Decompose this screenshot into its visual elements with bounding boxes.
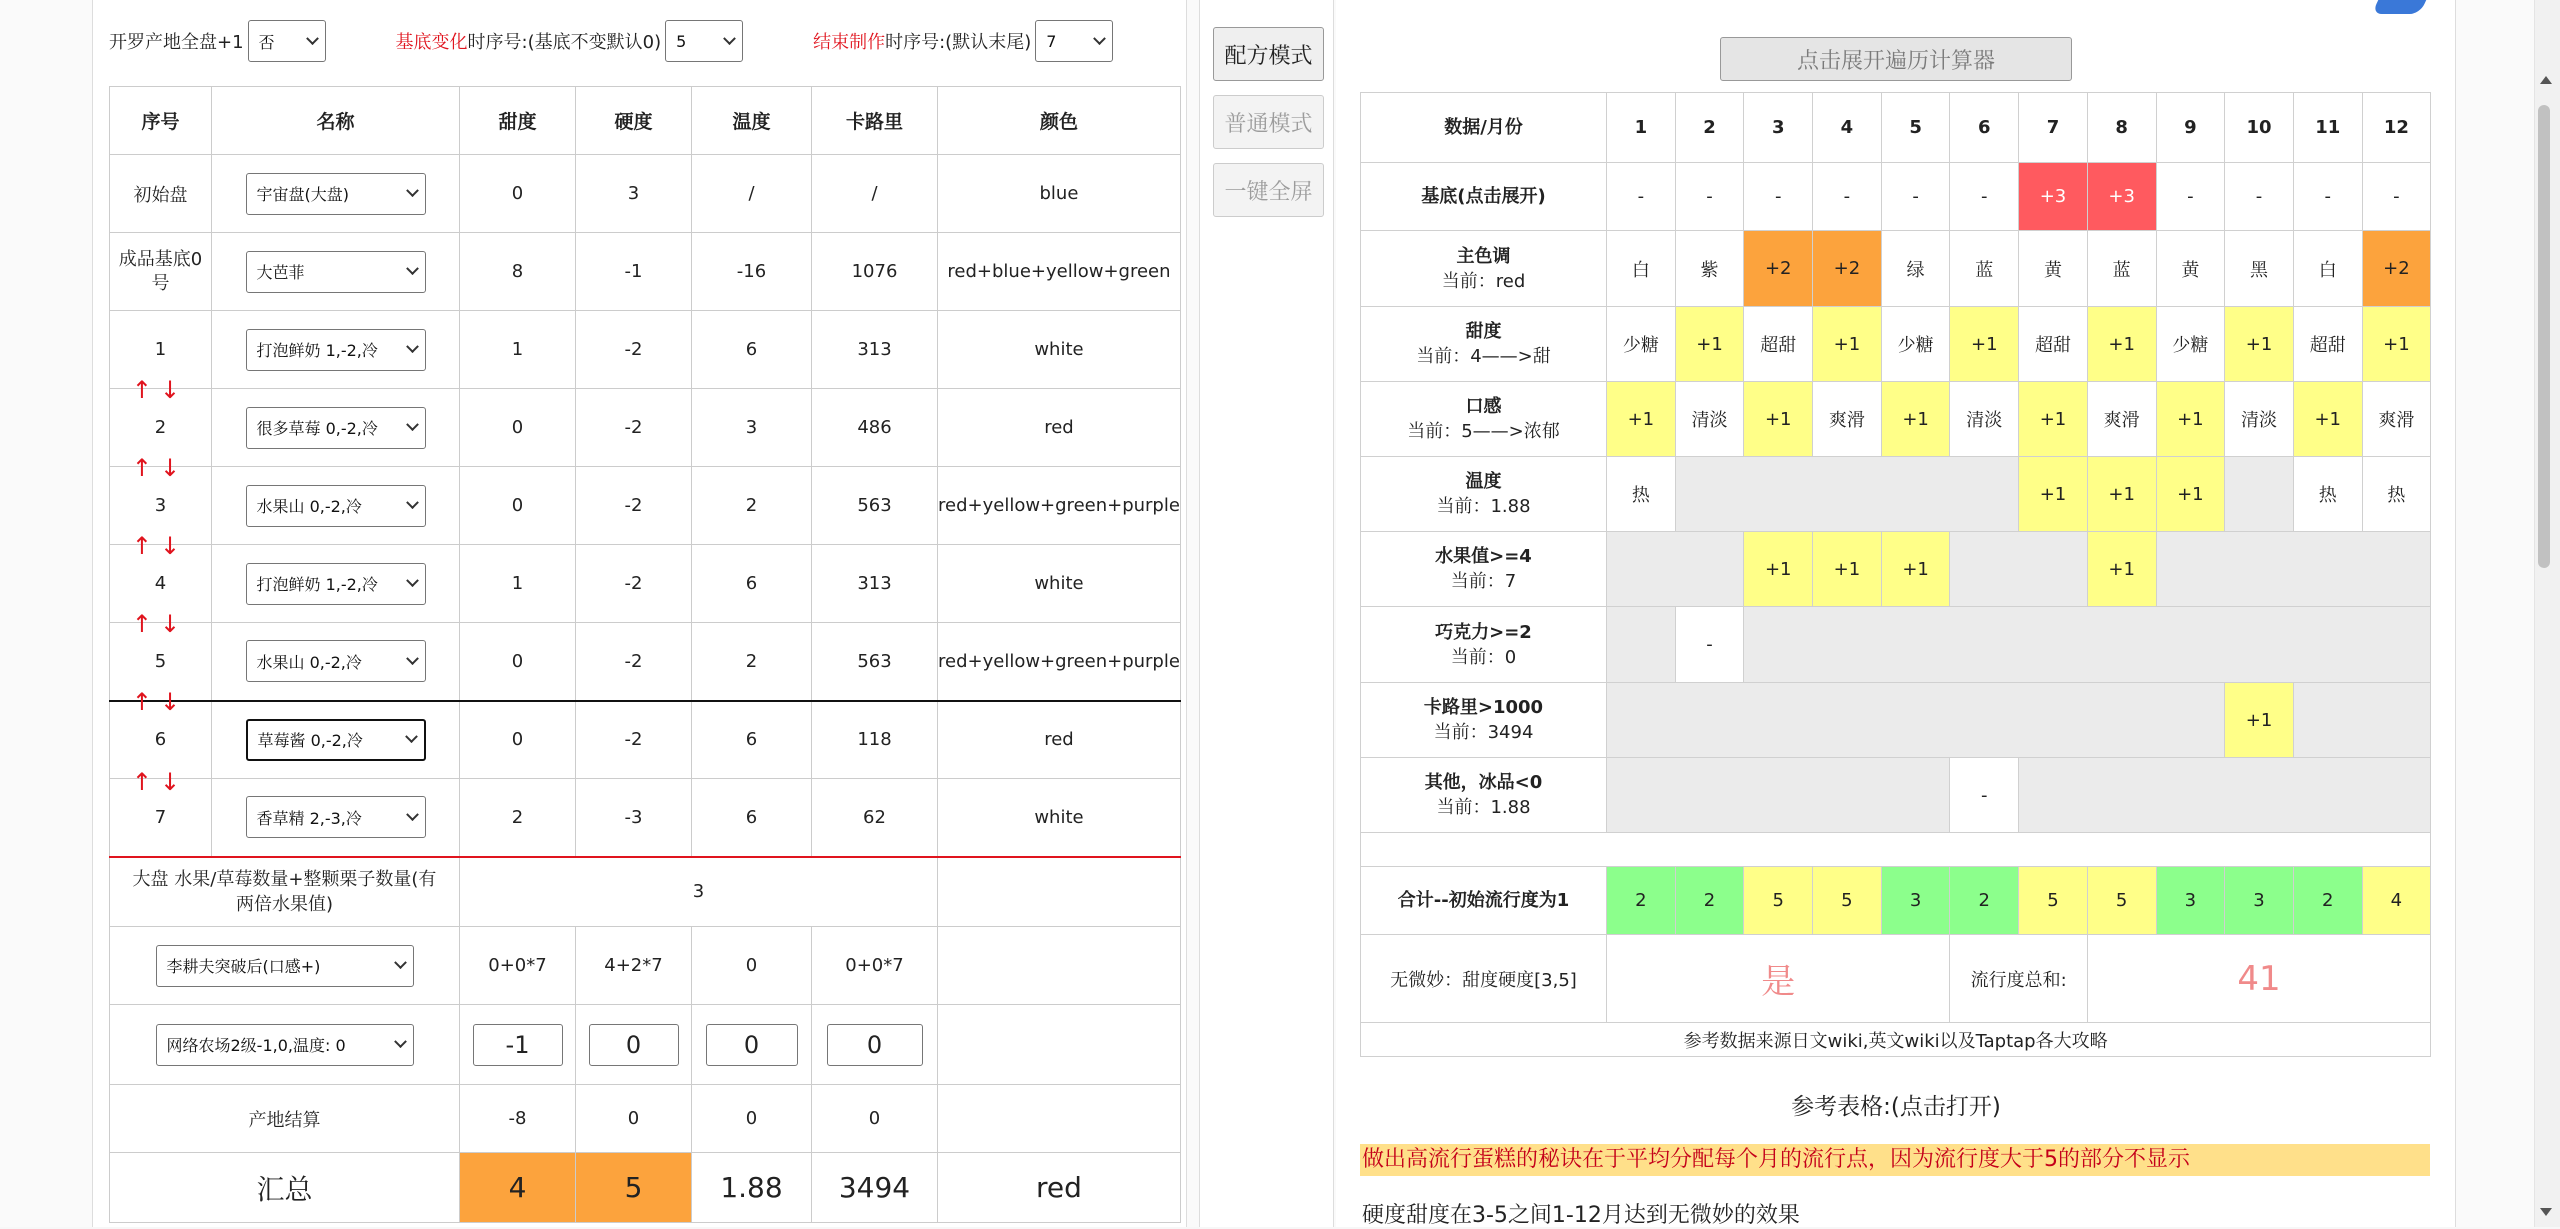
month-cell: +3	[2087, 163, 2156, 231]
sum-cell: 3	[2225, 867, 2294, 935]
fruit-row	[110, 857, 1181, 927]
result-row	[1361, 935, 2431, 1023]
month-cell: 蓝	[1950, 231, 2019, 307]
row-label: 口感 当前：5——>浓郁	[1361, 382, 1607, 457]
row-label: 其他，冰品<0 当前：1.88	[1361, 758, 1607, 833]
origin-temp: 0	[692, 1085, 812, 1153]
kairo-all-label: 开罗产地全盘+1	[109, 28, 244, 54]
base-change-select[interactable]: 5	[665, 20, 743, 62]
chef-temp: 0	[692, 927, 812, 1005]
month-cell: 清淡	[2225, 382, 2294, 457]
total-color: red	[938, 1153, 1181, 1223]
month-cell: -	[1675, 607, 1744, 683]
cal-cell: 486	[812, 389, 938, 467]
table-row	[110, 623, 1181, 701]
seq-cell: 初始盘	[110, 155, 212, 233]
ingredient-select[interactable]: 香草精 2,-3,冷	[246, 796, 426, 838]
hard-cell: 3	[576, 155, 692, 233]
month-cell: +3	[2019, 163, 2088, 231]
table-row	[110, 545, 1181, 623]
chef-hard: 4+2*7	[576, 927, 692, 1005]
month-cell	[1744, 607, 2431, 683]
sweet-cell: 0	[460, 389, 576, 467]
seq-cell: 成品基底0号	[110, 233, 212, 311]
col-header: 温度	[692, 87, 812, 155]
month-cell: -	[1607, 163, 1676, 231]
sweet-cell: 0	[460, 155, 576, 233]
chevron-down-icon	[394, 1035, 407, 1048]
seq-cell: 7	[110, 779, 212, 857]
month-cell: -	[2293, 163, 2362, 231]
temp-cell: 6	[692, 545, 812, 623]
month-cell: +1	[2019, 382, 2088, 457]
table-header-row	[110, 87, 1181, 155]
temp-cell: /	[692, 155, 812, 233]
chevron-down-icon	[394, 956, 407, 969]
month-cell: 紫	[1675, 231, 1744, 307]
temp-cell: 6	[692, 311, 812, 389]
farm-select[interactable]: 网络农场2级-1,0,温度: 0	[156, 1024, 414, 1066]
month-cell: 热	[1607, 457, 1676, 532]
chef-row	[110, 927, 1181, 1005]
hard-cell: -2	[576, 545, 692, 623]
color-cell: red	[938, 701, 1181, 779]
hard-cell: -2	[576, 623, 692, 701]
color-row	[1361, 231, 2431, 307]
month-cell: 爽滑	[2087, 382, 2156, 457]
kairo-all-select[interactable]: 否	[248, 20, 326, 62]
month-cell: 热	[2362, 457, 2431, 532]
month-cell: +1	[1744, 382, 1813, 457]
seq-cell: 3	[110, 467, 212, 545]
col-header: 硬度	[576, 87, 692, 155]
color-cell: red+blue+yellow+green	[938, 233, 1181, 311]
month-cell	[1607, 758, 1950, 833]
month-cell	[2019, 758, 2431, 833]
temp-cell: -16	[692, 233, 812, 311]
sum-cell: 2	[2293, 867, 2362, 935]
month-cell: 超甜	[2293, 307, 2362, 382]
month-header: 5	[1881, 93, 1950, 163]
calorie-row	[1361, 683, 2431, 758]
col-header: 名称	[212, 87, 460, 155]
swap-arrows[interactable]: ↑↓	[109, 380, 211, 400]
chevron-down-icon	[406, 418, 419, 431]
month-cell: +1	[2087, 307, 2156, 382]
sweet-cell: 0	[460, 701, 576, 779]
month-cell: +1	[2087, 532, 2156, 607]
cal-cell: 313	[812, 545, 938, 623]
month-cell: 超甜	[2019, 307, 2088, 382]
month-cell	[2225, 457, 2294, 532]
hard-cell: -1	[576, 233, 692, 311]
month-header: 6	[1950, 93, 2019, 163]
month-cell: +1	[2225, 307, 2294, 382]
texture-row	[1361, 382, 2431, 457]
month-cell: +1	[2362, 307, 2431, 382]
seq-cell: 6	[110, 701, 212, 779]
month-cell: +1	[1813, 307, 1882, 382]
cal-cell: 563	[812, 623, 938, 701]
monthly-table	[1360, 92, 2431, 1057]
month-cell: -	[1950, 758, 2019, 833]
month-cell: -	[2362, 163, 2431, 231]
ingredient-select[interactable]: 打泡鲜奶 1,-2,冷	[246, 563, 426, 605]
month-cell: +1	[1813, 532, 1882, 607]
spacer-row	[1361, 833, 2431, 867]
sweet-row	[1361, 307, 2431, 382]
chevron-down-icon	[406, 652, 419, 665]
sum-cell: 3	[1881, 867, 1950, 935]
ingredient-select[interactable]: 水果山 0,-2,冷	[246, 485, 426, 527]
color-cell: white	[938, 545, 1181, 623]
total-temp: 1.88	[692, 1153, 812, 1223]
total-sweet: 4	[460, 1153, 576, 1223]
color-cell: red+yellow+green+purple	[938, 467, 1181, 545]
month-cell	[1675, 457, 2018, 532]
month-header: 4	[1813, 93, 1882, 163]
origin-hard: 0	[576, 1085, 692, 1153]
mode-panel	[1199, 0, 1334, 1227]
month-cell	[2293, 683, 2430, 758]
hard-cell: -2	[576, 311, 692, 389]
month-cell: 爽滑	[2362, 382, 2431, 457]
chef-select[interactable]: 李耕夫突破后(口感+)	[156, 945, 414, 987]
seq-cell: 2	[110, 389, 212, 467]
popularity-value: 41	[2087, 935, 2430, 1023]
month-cell: 白	[1607, 231, 1676, 307]
scroll-down-icon[interactable]	[2540, 1208, 2552, 1216]
col-header: 甜度	[460, 87, 576, 155]
row-label[interactable]: 基底(点击展开)	[1361, 163, 1607, 231]
month-cell: -	[1675, 163, 1744, 231]
ingredient-select[interactable]: 草莓酱 0,-2,冷	[246, 719, 426, 761]
origin-sweet: -8	[460, 1085, 576, 1153]
fruit-row	[1361, 532, 2431, 607]
end-select[interactable]: 7	[1035, 20, 1113, 62]
farm-temp-input[interactable]: 0	[706, 1024, 798, 1066]
temp-cell: 3	[692, 389, 812, 467]
sweet-cell: 1	[460, 311, 576, 389]
chevron-down-icon	[406, 184, 419, 197]
sum-cell: 5	[1744, 867, 1813, 935]
ingredient-select[interactable]: 宇宙盘(大盘)	[246, 173, 426, 215]
month-header: 11	[2293, 93, 2362, 163]
sum-cell: 5	[2087, 867, 2156, 935]
cal-cell: 563	[812, 467, 938, 545]
col-header: 卡路里	[812, 87, 938, 155]
month-cell: 蓝	[2087, 231, 2156, 307]
cal-cell: 313	[812, 311, 938, 389]
color-cell: red+yellow+green+purple	[938, 623, 1181, 701]
chevron-down-icon	[406, 574, 419, 587]
chevron-down-icon	[723, 32, 736, 45]
chevron-down-icon	[406, 496, 419, 509]
swap-arrows[interactable]: ↑↓	[109, 458, 211, 478]
base-row[interactable]	[1361, 163, 2431, 231]
wumiao-label: 无微妙：甜度硬度[3,5]	[1361, 935, 1607, 1023]
month-cell: 清淡	[1950, 382, 2019, 457]
month-cell: +1	[2293, 382, 2362, 457]
sum-cell: 2	[1675, 867, 1744, 935]
month-cell: 绿	[1881, 231, 1950, 307]
expand-calculator-button[interactable]: 点击展开遍历计算器	[1720, 37, 2072, 81]
ingredient-select[interactable]: 大芭菲	[246, 251, 426, 293]
month-cell: 黄	[2156, 231, 2225, 307]
month-cell: 少糖	[2156, 307, 2225, 382]
table-row	[110, 467, 1181, 545]
total-cal: 3494	[812, 1153, 938, 1223]
swap-arrows[interactable]: ↑↓	[109, 614, 211, 634]
color-cell: white	[938, 779, 1181, 857]
sum-cell: 2	[1950, 867, 2019, 935]
chevron-down-icon	[406, 262, 419, 275]
month-header: 3	[1744, 93, 1813, 163]
chef-sweet: 0+0*7	[460, 927, 576, 1005]
recipe-mode-button[interactable]: 配方模式	[1213, 27, 1324, 81]
swap-arrows[interactable]: ↑↓	[109, 536, 211, 556]
month-header-label: 数据/月份	[1361, 93, 1607, 163]
farm-cal-input[interactable]: 0	[827, 1024, 923, 1066]
color-cell: blue	[938, 155, 1181, 233]
cal-cell: /	[812, 155, 938, 233]
swap-arrows[interactable]: ↑↓	[109, 772, 211, 792]
right-panel	[1336, 0, 2456, 1227]
month-header: 7	[2019, 93, 2088, 163]
color-cell: red	[938, 389, 1181, 467]
sweet-cell: 8	[460, 233, 576, 311]
col-header: 序号	[110, 87, 212, 155]
month-cell: -	[1813, 163, 1882, 231]
sum-row	[1361, 867, 2431, 935]
settings-row	[109, 20, 1113, 62]
hard-cell: -2	[576, 389, 692, 467]
temp-cell: 6	[692, 701, 812, 779]
ingredient-select[interactable]: 很多草莓 0,-2,冷	[246, 407, 426, 449]
seq-cell: 5	[110, 623, 212, 701]
sweet-cell: 0	[460, 623, 576, 701]
month-cell: 白	[2293, 231, 2362, 307]
left-panel	[92, 0, 1187, 1227]
month-cell: 爽滑	[1813, 382, 1882, 457]
sum-cell: 4	[2362, 867, 2431, 935]
sum-cell: 5	[2019, 867, 2088, 935]
hard-cell: -3	[576, 779, 692, 857]
fruit-label: 大盘 水果/草莓数量+整颗栗子数量(有两倍水果值)	[110, 857, 460, 927]
table-row	[110, 155, 1181, 233]
row-label: 卡路里>1000 当前：3494	[1361, 683, 1607, 758]
month-cell: 热	[2293, 457, 2362, 532]
chevron-down-icon	[1093, 32, 1106, 45]
month-cell: -	[2156, 163, 2225, 231]
month-cell: 少糖	[1881, 307, 1950, 382]
chevron-down-icon	[306, 32, 319, 45]
reference-table-toggle[interactable]: 参考表格:(点击打开)	[1336, 1088, 2456, 1121]
sweet-cell: 1	[460, 545, 576, 623]
month-cell	[1607, 607, 1676, 683]
origin-label: 产地结算	[110, 1085, 460, 1153]
month-cell: +1	[2225, 683, 2294, 758]
month-cell: 黑	[2225, 231, 2294, 307]
base-change-label: 时序号:(基底不变默认0)	[468, 28, 662, 54]
fullscreen-button[interactable]: 一键全屏	[1213, 163, 1324, 217]
col-header: 颜色	[938, 87, 1181, 155]
month-cell: +1	[1744, 532, 1813, 607]
normal-mode-button[interactable]: 普通模式	[1213, 95, 1324, 149]
month-cell	[1607, 532, 1744, 607]
farm-row	[110, 1005, 1181, 1085]
month-cell: +2	[1744, 231, 1813, 307]
month-cell: +1	[1675, 307, 1744, 382]
chevron-down-icon	[406, 808, 419, 821]
tip-note: 硬度甜度在3-5之间1-12月达到无微妙的效果	[1362, 1198, 1800, 1229]
table-row	[110, 779, 1181, 857]
month-cell: +1	[1607, 382, 1676, 457]
month-header: 2	[1675, 93, 1744, 163]
ingredient-table	[109, 86, 1181, 1223]
month-cell: 清淡	[1675, 382, 1744, 457]
origin-cal: 0	[812, 1085, 938, 1153]
end-label: 时序号:(默认末尾)	[885, 28, 1031, 54]
temp-cell: 2	[692, 623, 812, 701]
month-cell: 黄	[2019, 231, 2088, 307]
scroll-up-icon[interactable]	[2540, 76, 2552, 84]
month-header: 9	[2156, 93, 2225, 163]
month-header: 10	[2225, 93, 2294, 163]
month-cell: +1	[1881, 532, 1950, 607]
end-label-red: 结束制作	[813, 28, 885, 54]
month-cell: +1	[1950, 307, 2019, 382]
row-label: 温度 当前：1.88	[1361, 457, 1607, 532]
month-cell: -	[1744, 163, 1813, 231]
fruit-value: 3	[460, 857, 938, 927]
month-cell: -	[1881, 163, 1950, 231]
month-cell: +1	[2019, 457, 2088, 532]
ingredient-select[interactable]: 水果山 0,-2,冷	[246, 640, 426, 682]
row-label: 主色调 当前：red	[1361, 231, 1607, 307]
seq-cell: 1	[110, 311, 212, 389]
sum-cell: 3	[2156, 867, 2225, 935]
temp-cell: 6	[692, 779, 812, 857]
color-cell: white	[938, 311, 1181, 389]
temp-cell: 2	[692, 467, 812, 545]
sum-cell: 5	[1813, 867, 1882, 935]
month-cell: -	[1950, 163, 2019, 231]
origin-row	[110, 1085, 1181, 1153]
chevron-down-icon	[405, 731, 418, 744]
hard-cell: -2	[576, 701, 692, 779]
popularity-label: 流行度总和:	[1950, 935, 2087, 1023]
total-row	[110, 1153, 1181, 1223]
month-cell	[1607, 683, 2225, 758]
total-hard: 5	[576, 1153, 692, 1223]
swap-arrows[interactable]: ↑↓	[109, 692, 211, 712]
other-row	[1361, 758, 2431, 833]
month-cell: +1	[2156, 382, 2225, 457]
cal-cell: 62	[812, 779, 938, 857]
source-row	[1361, 1023, 2431, 1057]
row-label: 巧克力>=2 当前：0	[1361, 607, 1607, 683]
tip-banner: 做出高流行蛋糕的秘诀在于平均分配每个月的流行点，因为流行度大于5的部分不显示	[1360, 1144, 2430, 1176]
source-note: 参考数据来源日文wiki,英文wiki以及Taptap各大攻略	[1361, 1023, 2431, 1057]
seq-cell: 4	[110, 545, 212, 623]
farm-hard-input[interactable]: 0	[589, 1024, 679, 1066]
ingredient-select[interactable]: 打泡鲜奶 1,-2,冷	[246, 329, 426, 371]
chocolate-row	[1361, 607, 2431, 683]
cal-cell: 1076	[812, 233, 938, 311]
total-label: 汇总	[110, 1153, 460, 1223]
month-cell: -	[2225, 163, 2294, 231]
month-cell: 超甜	[1744, 307, 1813, 382]
table-row	[110, 311, 1181, 389]
base-change-label-red: 基底变化	[396, 28, 468, 54]
table-row	[110, 389, 1181, 467]
sum-cell: 2	[1607, 867, 1676, 935]
row-label: 甜度 当前：4——>甜	[1361, 307, 1607, 382]
month-header: 1	[1607, 93, 1676, 163]
temp-row	[1361, 457, 2431, 532]
month-header: 8	[2087, 93, 2156, 163]
sweet-cell: 0	[460, 467, 576, 545]
sum-label: 合计--初始流行度为1	[1361, 867, 1607, 935]
month-cell: +2	[2362, 231, 2431, 307]
month-cell: +1	[2156, 457, 2225, 532]
farm-sweet-input[interactable]: -1	[473, 1024, 563, 1066]
month-header-row	[1361, 93, 2431, 163]
sweet-cell: 2	[460, 779, 576, 857]
chevron-down-icon	[406, 340, 419, 353]
month-cell	[1950, 532, 2087, 607]
scrollbar-thumb[interactable]	[2538, 105, 2550, 568]
month-cell	[2156, 532, 2431, 607]
row-label: 水果值>=4 当前：7	[1361, 532, 1607, 607]
chef-cal: 0+0*7	[812, 927, 938, 1005]
month-header: 12	[2362, 93, 2431, 163]
table-row	[110, 233, 1181, 311]
wumiao-value: 是	[1607, 935, 1950, 1023]
month-cell: +1	[1881, 382, 1950, 457]
hard-cell: -2	[576, 467, 692, 545]
cal-cell: 118	[812, 701, 938, 779]
month-cell: +1	[2087, 457, 2156, 532]
month-cell: 少糖	[1607, 307, 1676, 382]
table-row	[110, 701, 1181, 779]
month-cell: +2	[1813, 231, 1882, 307]
